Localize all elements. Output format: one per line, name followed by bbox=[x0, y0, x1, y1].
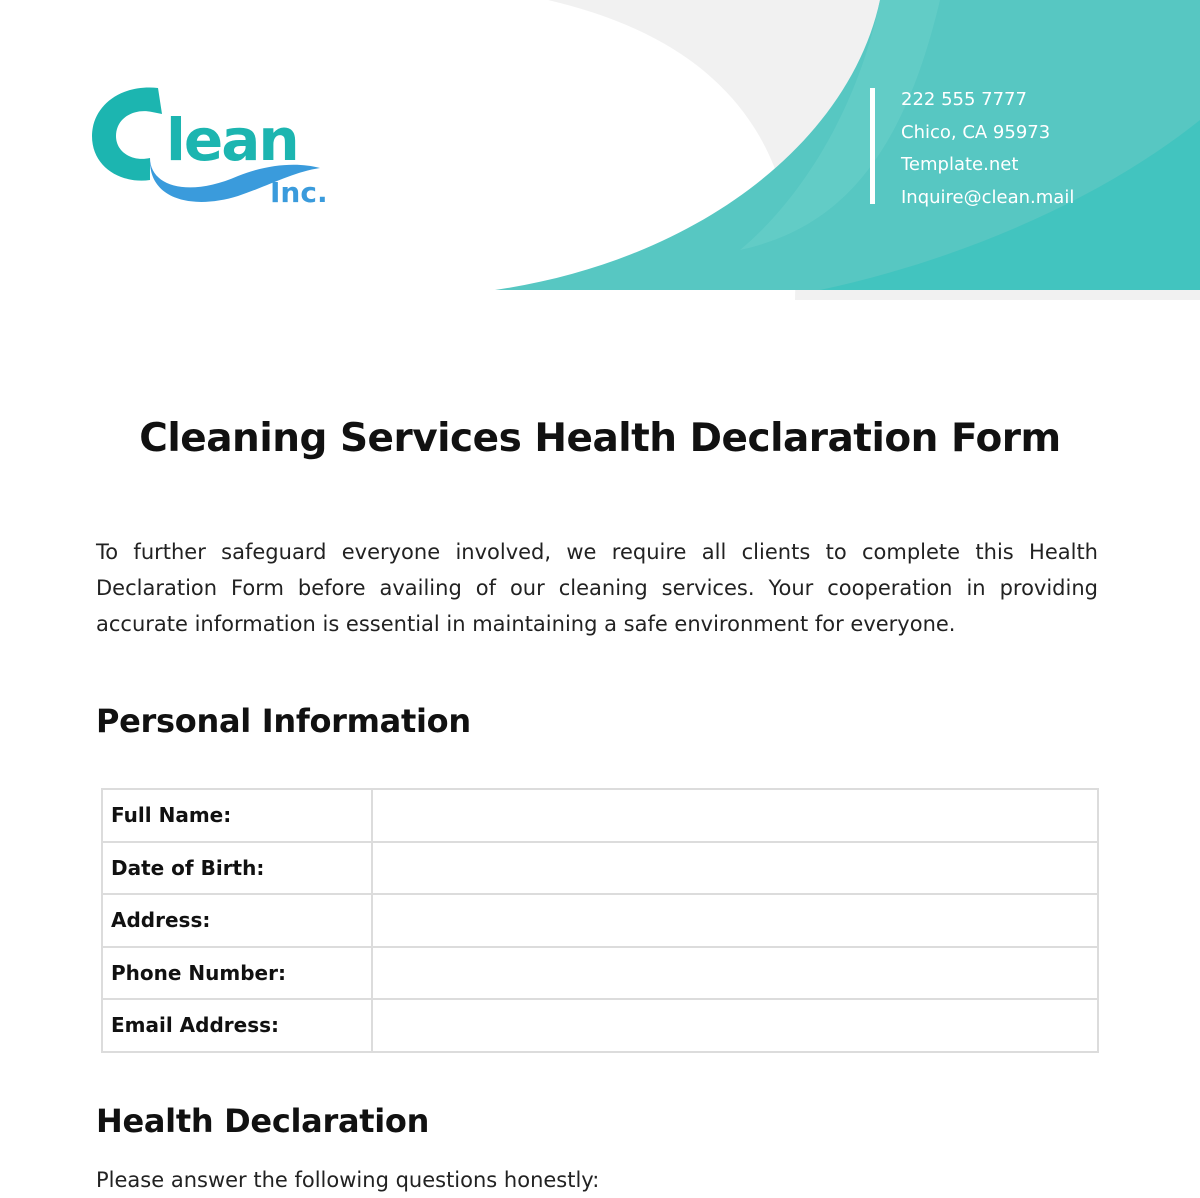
contact-divider bbox=[870, 88, 875, 204]
phone-number-field[interactable] bbox=[372, 947, 1098, 1000]
page-title: Cleaning Services Health Declaration Form bbox=[139, 416, 1061, 461]
contact-phone: 222 555 7777 bbox=[901, 89, 1027, 110]
contact-website[interactable]: Template.net bbox=[901, 154, 1019, 175]
date-of-birth-field[interactable] bbox=[372, 842, 1098, 895]
email-address-field[interactable] bbox=[372, 999, 1098, 1052]
svg-text:Inc.: Inc. bbox=[270, 176, 328, 209]
table-row bbox=[102, 999, 1098, 1052]
field-label: Phone Number: bbox=[102, 947, 372, 1000]
section-heading-health-declaration: Health Declaration bbox=[96, 1102, 430, 1140]
health-instruction: Please answer the following questions honestly: bbox=[96, 1168, 600, 1192]
address-field[interactable] bbox=[372, 894, 1098, 947]
table-row bbox=[102, 894, 1098, 947]
svg-text:lean: lean bbox=[166, 106, 298, 174]
field-label: Date of Birth: bbox=[102, 842, 372, 895]
intro-paragraph: To further safeguard everyone involved, we require all clients to complete this Health Declaration Form before availing of our cleaning services. Your cooperation in providing accurate information is essential in maintaining a safe environment for everyone. bbox=[96, 540, 1098, 636]
contact-block bbox=[901, 84, 1074, 214]
field-label: Address: bbox=[102, 894, 372, 947]
clean-inc-logo bbox=[88, 76, 348, 216]
table-row bbox=[102, 842, 1098, 895]
section-heading-personal-information: Personal Information bbox=[96, 702, 471, 740]
table-row bbox=[102, 947, 1098, 1000]
contact-city: Chico, CA 95973 bbox=[901, 121, 1051, 143]
full-name-field[interactable] bbox=[372, 789, 1098, 842]
field-label: Email Address: bbox=[102, 999, 372, 1052]
field-label: Full Name: bbox=[102, 789, 372, 842]
personal-info-table bbox=[101, 788, 1099, 1053]
table-row bbox=[102, 789, 1098, 842]
contact-email[interactable]: Inquire@clean.mail bbox=[901, 186, 1075, 208]
